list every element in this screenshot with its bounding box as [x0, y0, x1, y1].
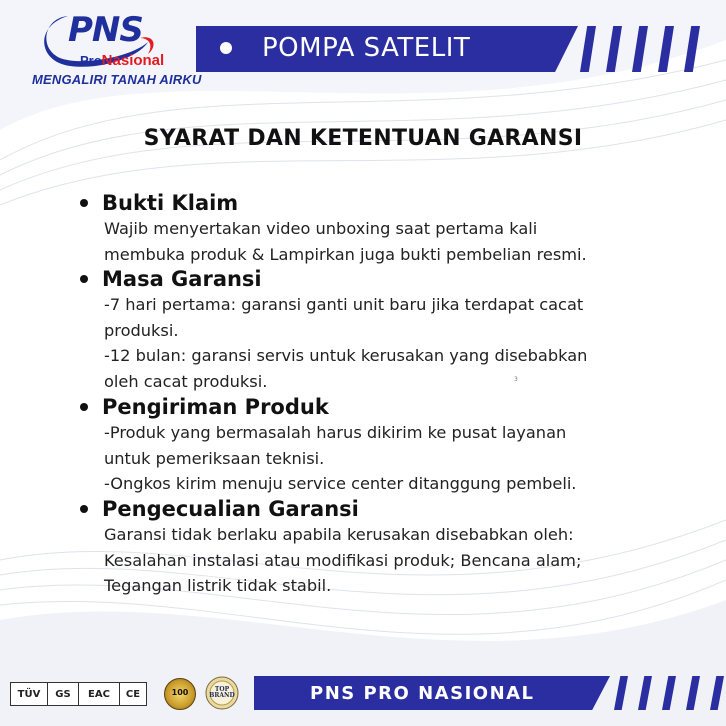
section-text: membuka produk & Lampirkan juga bukti pembelian resmi.: [104, 244, 587, 264]
section-title: Bukti Klaim: [80, 190, 700, 216]
section-title: Masa Garansi: [80, 266, 700, 292]
top-brand-badge-icon: TOP BRAND: [205, 676, 239, 710]
bullet-icon: [80, 275, 88, 283]
page-heading: SYARAT DAN KETENTUAN GARANSI: [143, 126, 583, 151]
logo-tagline: MENGALIRI TANAH AIRKU: [32, 72, 202, 87]
bullet-icon: [220, 42, 232, 54]
banner-title: POMPA SATELIT: [262, 33, 471, 63]
gs-mark-icon: GS: [47, 682, 79, 706]
logo-brand-text: PNS: [68, 10, 143, 50]
top-banner: [196, 26, 726, 72]
section-text: -Produk yang bermasalah harus dikirim ke pusat layanan: [104, 423, 567, 442]
footer-banner: [254, 676, 726, 710]
footer-title: PNS PRO NASIONAL: [310, 683, 535, 704]
section-text: untuk pemeriksaan teknisi.: [104, 448, 325, 468]
section-text: Garansi tidak berlaku apabila kerusakan disebabkan oleh:: [104, 525, 574, 544]
section-title: Pengecualian Garansi: [80, 496, 700, 522]
ce-mark-icon: CE: [119, 682, 147, 706]
bullet-icon: [80, 505, 88, 513]
logo-sub-text: [80, 52, 164, 69]
section-pengiriman-produk: [80, 394, 700, 497]
tiny-mark: 3: [514, 376, 518, 383]
section-text: -Ongkos kirim menuju service center ditanggung pembeli.: [104, 474, 577, 493]
section-pengecualian-garansi: [80, 496, 700, 599]
logo-pro: Pro: [80, 53, 102, 68]
eac-mark-icon: EAC: [78, 682, 120, 706]
tuv-mark-icon: TÜV: [10, 682, 48, 706]
section-text: produksi.: [104, 320, 179, 340]
section-text: -7 hari pertama: garansi ganti unit baru jika terdapat cacat: [104, 295, 584, 314]
section-title: Pengiriman Produk: [80, 394, 700, 420]
section-text: Wajib menyertakan video unboxing saat pertama kali: [104, 219, 538, 238]
bullet-icon: [80, 403, 88, 411]
section-text: Tegangan listrik tidak stabil.: [104, 576, 332, 595]
section-bukti-klaim: [80, 190, 700, 267]
section-text: Kesalahan instalasi atau modifikasi produk; Bencana alam;: [104, 550, 582, 570]
certification-marks: [10, 682, 146, 706]
quality-badge-icon: 100: [164, 678, 196, 710]
section-masa-garansi: [80, 266, 700, 394]
bullet-icon: [80, 199, 88, 207]
section-text: -12 bulan: garansi servis untuk kerusakan yang disebabkan: [104, 346, 588, 365]
logo-nasional: Nasional: [101, 52, 165, 69]
brand-logo: [30, 8, 202, 90]
section-text: oleh cacat produksi.: [104, 371, 268, 391]
